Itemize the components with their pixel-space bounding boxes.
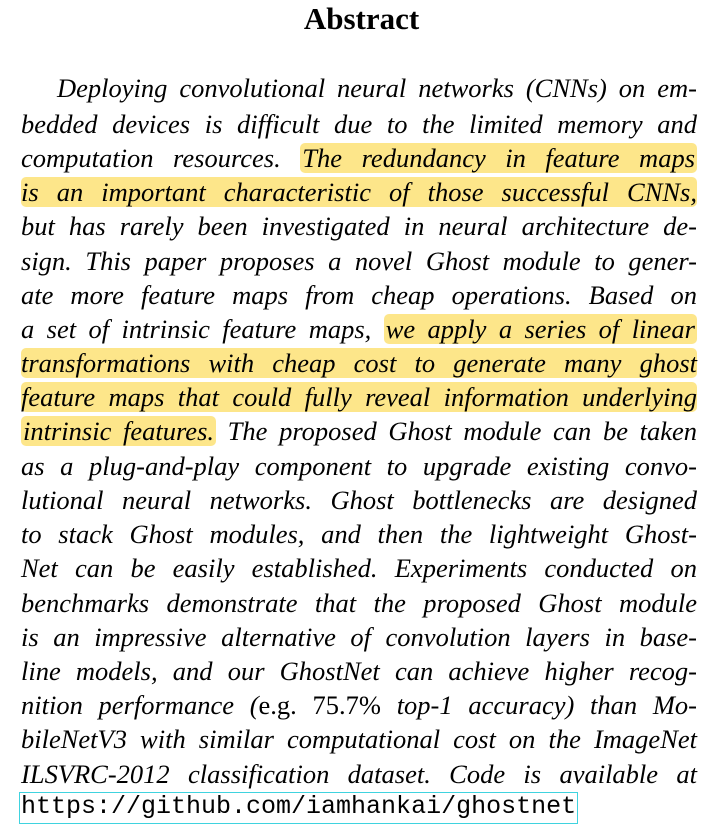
- abstract-line: benchmarks demonstrate that the proposed Ghost module: [21, 588, 697, 618]
- section-title: Abstract: [303, 1, 420, 36]
- highlighted-text: transformations with cheap cost to generate many ghost: [21, 348, 697, 378]
- highlighted-text: The redundancy in feature maps: [302, 143, 696, 173]
- abstract-text: top-1 accuracy) than Mo-: [380, 690, 697, 720]
- highlighted-text: intrinsic features.: [23, 416, 215, 446]
- abstract-line: Net can be easily established. Experiments conducted on: [21, 553, 697, 583]
- abstract-line: [21, 688, 697, 722]
- abstract-line: lutional neural networks. Ghost bottlenecks are designed: [21, 485, 697, 515]
- highlighted-text: is an important characteristic of those successful CNNs,: [21, 177, 697, 207]
- abstract-line: [21, 175, 697, 209]
- github-link[interactable]: https://github.com/iamhankai/ghostnet: [19, 792, 578, 824]
- abstract-line: [21, 312, 697, 346]
- abstract-line: [21, 414, 697, 448]
- abstract-text: nition performance (: [21, 690, 259, 720]
- abstract-line: [21, 380, 697, 414]
- abstract-line: sign. This paper proposes a novel Ghost module to gener-: [21, 246, 697, 276]
- abstract-line: but has rarely been investigated in neural architecture de-: [21, 211, 697, 241]
- highlighted-text: feature maps that could fully reveal information underlying: [21, 382, 697, 412]
- abstract-text: a set of intrinsic feature maps,: [21, 314, 372, 344]
- abstract-line: ILSVRC-2012 classification dataset. Code is available at: [21, 759, 697, 789]
- abstract-line: bedded devices is difficult due to the limited memory and: [21, 109, 697, 139]
- abstract-text: The proposed Ghost module can be taken: [227, 416, 697, 446]
- abstract-line: bileNetV3 with similar computational cost on the ImageNet: [21, 724, 697, 754]
- upright-text: e.g. 75.7%: [258, 690, 381, 720]
- abstract-text: computation resources.: [21, 143, 281, 173]
- highlighted-text: we apply a series of linear: [385, 314, 695, 344]
- abstract-line: as a plug-and-play component to upgrade existing convo-: [21, 451, 697, 481]
- abstract-line: Deploying convolutional neural networks (CNNs) on em-: [57, 73, 697, 103]
- abstract-line: [21, 141, 697, 175]
- abstract-line: line models, and our GhostNet can achieve higher recog-: [21, 656, 697, 686]
- abstract-line: ate more feature maps from cheap operations. Based on: [21, 280, 697, 310]
- abstract-line: is an impressive alternative of convolution layers in base-: [21, 622, 697, 652]
- abstract-line: [21, 346, 697, 380]
- abstract-line: to stack Ghost modules, and then the lightweight Ghost-: [21, 519, 697, 549]
